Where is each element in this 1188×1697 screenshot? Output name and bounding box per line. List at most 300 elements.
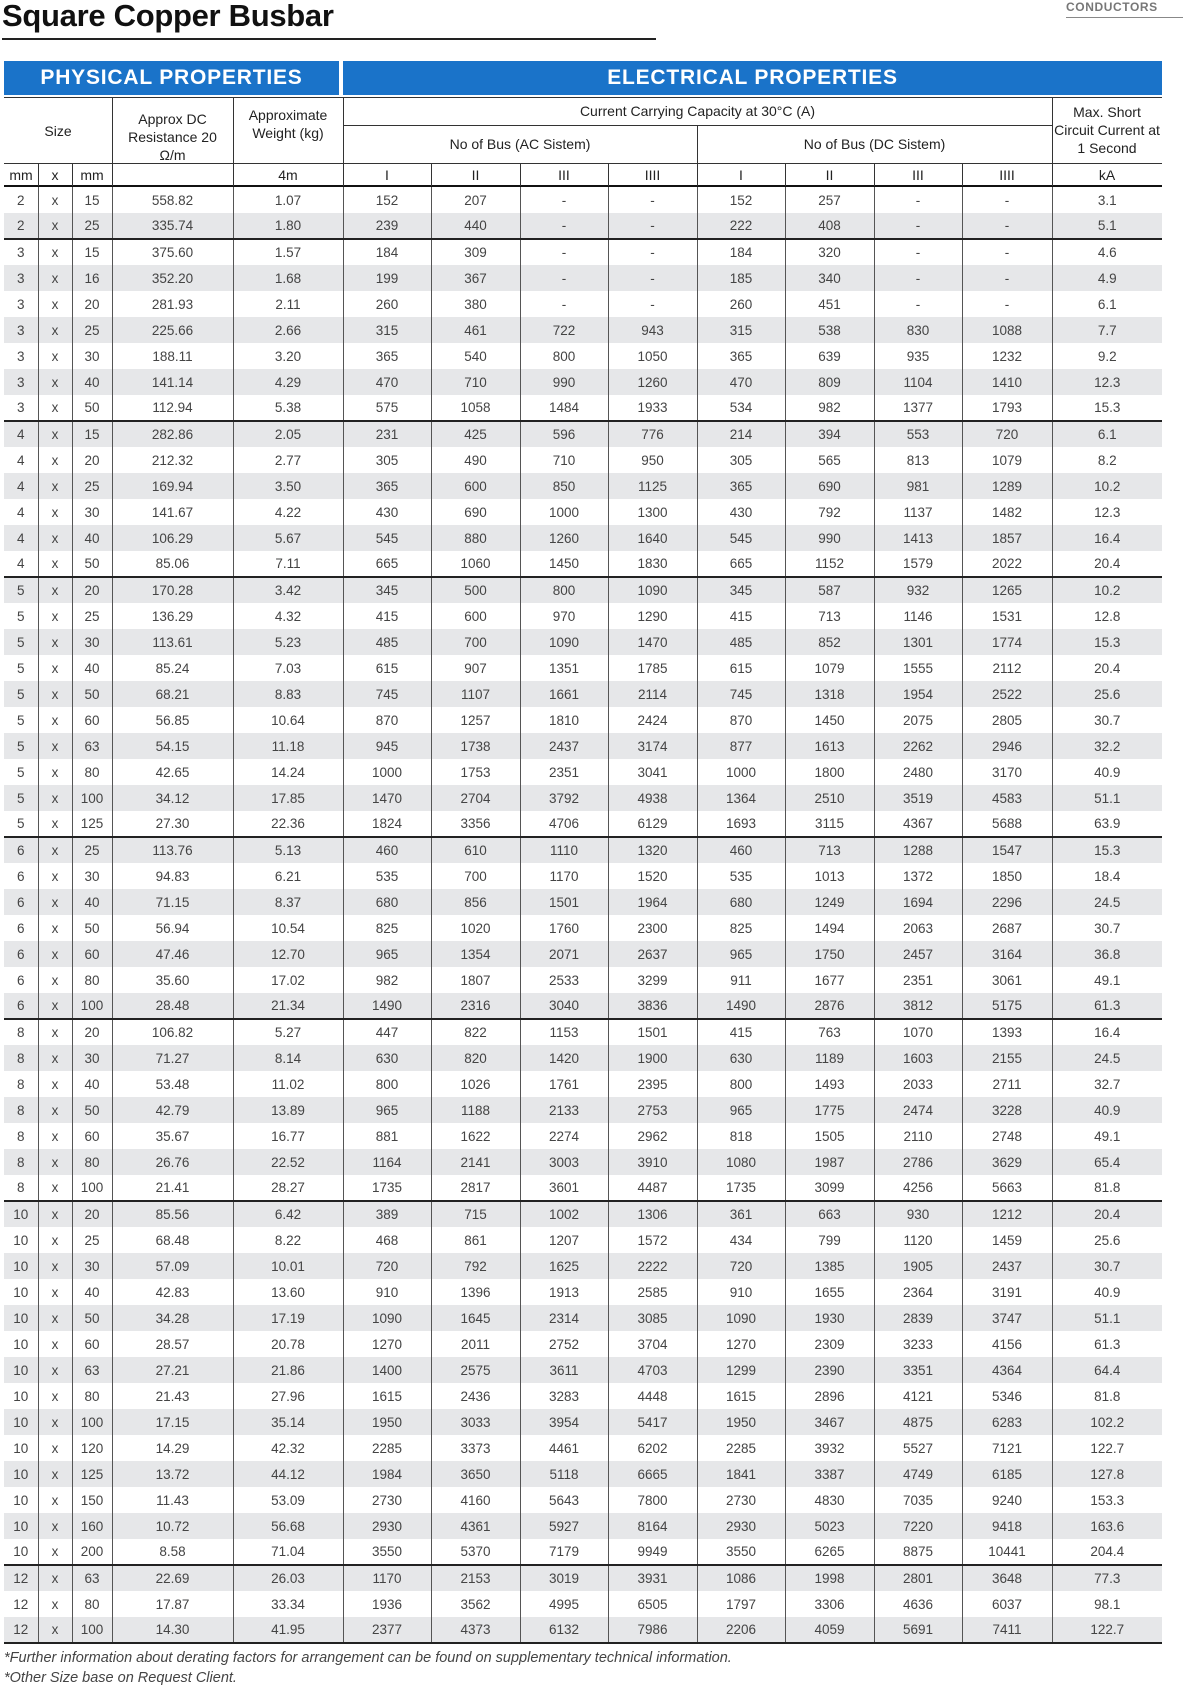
table-cell: 910 [343,1279,431,1305]
table-cell: 2222 [608,1253,697,1279]
table-cell: 34.12 [112,785,233,811]
table-cell: 615 [697,655,785,681]
table-cell: 1410 [962,369,1052,395]
table-cell: 8 [4,1097,38,1123]
table-cell: x [38,291,72,317]
table-cell: 98.1 [1094,1596,1121,1612]
table-cell: 1420 [520,1045,608,1071]
table-cell: x [38,707,72,733]
table-cell: 1125 [608,473,697,499]
table-cell: 4487 [608,1175,697,1201]
table-cell: 680 [697,889,785,915]
table-cell: 710 [520,447,608,473]
table-cell: 20 [72,291,112,317]
table-cell: 63.9 [1052,811,1162,837]
table-cell: 2930 [343,1513,431,1539]
table-cell: 6.1 [1052,421,1162,447]
table-cell: 4 [4,421,38,447]
table-cell: 5417 [608,1409,697,1435]
table-cell: 4361 [431,1513,520,1539]
table-cell: 6 [4,837,38,863]
table-cell: 2801 [874,1565,962,1591]
table-cell: 9949 [608,1539,697,1565]
table-cell: 282.86 [112,421,233,447]
table-cell: x [38,967,72,993]
table-cell: x [38,1097,72,1123]
table-cell: 7.11 [233,551,343,577]
table-cell: 122.7 [1052,1617,1162,1643]
table-cell: 6185 [962,1461,1052,1487]
table-cell: 22.36 [233,811,343,837]
table-cell: 18.4 [1094,868,1121,884]
table-cell: 460 [343,837,431,863]
table-cell: 5118 [520,1461,608,1487]
table-cell: 7035 [874,1487,962,1513]
table-cell: 820 [431,1045,520,1071]
table-cell: 169.94 [112,473,233,499]
table-cell: x [38,1227,72,1253]
table-cell: 1738 [431,733,520,759]
table-cell: 4636 [874,1591,962,1617]
table-cell: 25.6 [1052,681,1162,707]
table-cell: 451 [785,291,874,317]
table-cell: 1289 [962,473,1052,499]
table-cell: 30 [72,499,112,525]
table-cell: 24.5 [1052,889,1162,915]
table-cell: 47.46 [112,941,233,967]
table-cell: 5691 [874,1617,962,1643]
table-cell: 60 [72,707,112,733]
table-cell: 1494 [785,915,874,941]
unit-label: mm [80,167,104,183]
table-cell: 125 [72,811,112,837]
table-cell: 16.4 [1094,1025,1121,1040]
table-cell: 2285 [697,1435,785,1461]
table-cell: - [608,239,697,265]
category-divider [1066,17,1183,18]
table-row [4,1435,1162,1461]
table-cell: 8 [4,1045,38,1071]
table-cell: - [608,265,697,291]
table-cell: 1.57 [233,239,343,265]
table-cell: 713 [785,603,874,629]
table-cell: 1520 [608,863,697,889]
table-cell: 1572 [608,1227,697,1253]
table-cell: 6 [4,915,38,941]
table-cell: 1490 [343,993,431,1019]
table-cell: 535 [343,863,431,889]
table-cell: 1640 [608,525,697,551]
table-cell: 3932 [785,1435,874,1461]
table-cell: - [520,265,608,291]
table-cell: 800 [343,1071,431,1097]
table-cell: 535 [697,863,785,889]
table-cell: 81.8 [1052,1175,1162,1201]
table-cell: 715 [431,1201,520,1227]
table-cell: 5 [4,733,38,759]
table-cell: 930 [874,1201,962,1227]
table-cell: 3 [4,369,38,395]
table-cell: x [38,1539,72,1565]
table-cell: x [38,655,72,681]
table-cell: 17.19 [233,1305,343,1331]
table-cell: 1830 [608,551,697,577]
table-cell: 1987 [785,1149,874,1175]
table-cell: - [962,291,1052,317]
table-cell: 30.7 [1094,920,1121,936]
table-cell: 1104 [874,369,962,395]
table-cell: 1760 [520,915,608,941]
table-cell: 2377 [343,1617,431,1643]
table-cell: 20 [72,577,112,603]
table-cell: 434 [697,1227,785,1253]
table-cell: 1936 [343,1591,431,1617]
table-cell: x [38,499,72,525]
table-cell: x [38,1279,72,1305]
table-cell: x [38,1357,72,1383]
table-cell: 113.61 [112,629,233,655]
table-cell: 1555 [874,655,962,681]
table-cell: 80 [72,1591,112,1617]
table-cell: 558.82 [112,187,233,213]
table-cell: 1484 [520,395,608,421]
table-cell: 100 [72,1617,112,1643]
table-row [4,1357,1162,1383]
table-cell: 22.52 [233,1149,343,1175]
table-cell: 4461 [520,1435,608,1461]
table-cell: 127.8 [1052,1461,1162,1487]
table-cell: 345 [697,577,785,603]
table-cell: 3351 [874,1357,962,1383]
table-cell: 3356 [431,811,520,837]
table-cell: 1661 [520,681,608,707]
table-cell: x [38,213,72,239]
table-cell: 3704 [608,1331,697,1357]
table-cell: 2876 [785,993,874,1019]
unit-label: x [51,167,59,183]
table-cell: 49.1 [1094,972,1121,988]
unit-label: II [825,167,834,183]
table-cell: 63 [72,1357,112,1383]
table-cell: 2351 [520,759,608,785]
table-cell: 281.93 [112,291,233,317]
table-cell: 17.15 [112,1409,233,1435]
table-cell: 881 [343,1123,431,1149]
table-cell: 1090 [520,629,608,655]
table-cell: 5.13 [233,837,343,863]
table-cell: 4 [4,551,38,577]
table-cell: 7179 [520,1539,608,1565]
table-cell: 260 [343,291,431,317]
table-cell: 6 [4,941,38,967]
table-row [4,889,1162,915]
table-cell: 1212 [962,1201,1052,1227]
table-row [4,785,1162,811]
table-cell: 1735 [343,1175,431,1201]
table-cell: 25 [72,1227,112,1253]
table-cell: 4.22 [233,499,343,525]
table-cell: - [520,239,608,265]
table-cell: 440 [431,213,520,239]
table-cell: 4.32 [233,603,343,629]
table-cell: 7.03 [233,655,343,681]
table-cell: 2063 [874,915,962,941]
table-row [4,369,1162,395]
unit-label: mm [9,167,33,183]
table-cell: - [874,265,962,291]
table-cell: 2805 [962,707,1052,733]
table-cell: 375.60 [112,239,233,265]
table-cell: 809 [785,369,874,395]
weight-header: Approximate Weight (kg) [248,106,328,141]
table-cell: 1954 [874,681,962,707]
table-cell: 1232 [962,343,1052,369]
table-cell: 1505 [785,1123,874,1149]
table-cell: 20.4 [1052,1201,1162,1227]
table-cell: 9418 [962,1513,1052,1539]
table-cell: 2296 [962,889,1052,915]
table-cell: 1265 [962,577,1052,603]
table-cell: 12 [4,1565,38,1591]
title-divider [2,38,656,40]
table-cell: 3629 [962,1149,1052,1175]
table-cell: 28.27 [233,1175,343,1201]
table-cell: 2752 [520,1331,608,1357]
table-cell: 10 [4,1435,38,1461]
table-cell: 1164 [343,1149,431,1175]
table-cell: x [38,1565,72,1591]
table-row [4,811,1162,837]
table-cell: 40 [72,1071,112,1097]
table-cell: 152 [697,187,785,213]
table-row [4,1123,1162,1149]
table-cell: 800 [697,1071,785,1097]
table-cell: 4 [4,525,38,551]
table-cell: 2274 [520,1123,608,1149]
table-cell: 1613 [785,733,874,759]
table-cell: x [38,395,72,421]
table-cell: 792 [431,1253,520,1279]
table-cell: 870 [697,707,785,733]
header-divider [608,164,609,186]
physical-properties-header: PHYSICAL PROPERTIES [4,61,339,95]
table-cell: 4 [4,447,38,473]
unit-label: III [558,167,570,183]
table-row [4,993,1162,1019]
table-cell: 204.4 [1052,1539,1162,1565]
table-cell: 3174 [608,733,697,759]
table-cell: 3299 [608,967,697,993]
table-cell: 8 [4,1175,38,1201]
table-cell: - [520,187,608,213]
table-cell: 690 [785,473,874,499]
table-cell: 5175 [962,993,1052,1019]
table-cell: 415 [697,603,785,629]
table-row [4,1201,1162,1227]
table-cell: 10.64 [233,707,343,733]
table-cell: 8 [4,1149,38,1175]
table-cell: 100 [72,785,112,811]
table-cell: 1107 [431,681,520,707]
table-cell: 5 [4,577,38,603]
table-cell: 10 [4,1383,38,1409]
table-cell: 71.04 [233,1539,343,1565]
table-cell: - [608,213,697,239]
table-cell: 1002 [520,1201,608,1227]
table-cell: 10 [4,1305,38,1331]
table-cell: x [38,603,72,629]
table-cell: 340 [785,265,874,291]
table-cell: 2.11 [233,291,343,317]
table-cell: 850 [520,473,608,499]
table-cell: 1000 [343,759,431,785]
table-cell: 15.3 [1052,629,1162,655]
table-cell: 80 [72,759,112,785]
table-cell: 2155 [962,1045,1052,1071]
table-cell: 910 [697,1279,785,1305]
table-cell: 5 [4,655,38,681]
table-cell: 1058 [431,395,520,421]
table-cell: 50 [72,915,112,941]
unit-label: II [471,167,480,183]
table-cell: 1753 [431,759,520,785]
table-cell: 10 [4,1539,38,1565]
unit-label: I [385,167,389,183]
table-cell: 4367 [874,811,962,837]
table-cell: 880 [431,525,520,551]
table-cell: 2395 [608,1071,697,1097]
table-cell: 160 [72,1513,112,1539]
table-cell: 3954 [520,1409,608,1435]
table-cell: - [874,239,962,265]
table-cell: 184 [697,239,785,265]
table-cell: x [38,1071,72,1097]
table-cell: 690 [431,499,520,525]
table-cell: 8 [4,1019,38,1045]
table-cell: 1189 [785,1045,874,1071]
table-cell: 610 [431,837,520,863]
table-cell: 596 [520,421,608,447]
table-cell: 122.7 [1090,1440,1125,1456]
table-cell: 447 [343,1019,431,1045]
table-cell: 20 [72,1201,112,1227]
table-cell: 3099 [785,1175,874,1201]
table-cell: 1060 [431,551,520,577]
table-row [4,187,1162,213]
table-cell: 7.7 [1052,317,1162,343]
table-cell: 14.24 [233,759,343,785]
table-cell: 545 [697,525,785,551]
table-cell: 1188 [431,1097,520,1123]
table-cell: x [38,1149,72,1175]
table-cell: 56.85 [112,707,233,733]
table-cell: 1850 [962,863,1052,889]
table-cell: 1913 [520,1279,608,1305]
table-cell: 856 [431,889,520,915]
table-cell: x [38,837,72,863]
table-cell: 12.3 [1094,504,1121,520]
table-cell: 12.8 [1094,608,1121,624]
table-cell: 745 [697,681,785,707]
table-cell: 852 [785,629,874,655]
table-cell: 981 [874,473,962,499]
table-cell: 2316 [431,993,520,1019]
table-cell: 77.3 [1052,1565,1162,1591]
table-cell: x [38,915,72,941]
table-cell: 163.6 [1052,1513,1162,1539]
table-cell: 3033 [431,1409,520,1435]
table-row [4,1149,1162,1175]
table-cell: 2390 [785,1357,874,1383]
table-cell: 25 [72,473,112,499]
table-cell: 5023 [785,1513,874,1539]
table-cell: 3164 [962,941,1052,967]
table-cell: 10.01 [233,1253,343,1279]
header-divider [38,164,39,186]
table-cell: 6 [4,967,38,993]
table-cell: - [608,291,697,317]
table-cell: 861 [431,1227,520,1253]
table-cell: 10 [4,1461,38,1487]
table-cell: 10 [4,1279,38,1305]
table-cell: 63 [72,733,112,759]
table-row [4,1305,1162,1331]
table-cell: 85.24 [112,655,233,681]
table-cell: 1320 [608,837,697,863]
table-cell: 4875 [874,1409,962,1435]
table-cell: 112.94 [112,395,233,421]
table-cell: 3648 [962,1565,1052,1591]
table-cell: 1300 [608,499,697,525]
table-cell: 15.3 [1052,837,1162,863]
table-cell: 309 [431,239,520,265]
table-cell: 430 [343,499,431,525]
table-cell: 3115 [785,811,874,837]
table-cell: 5.1 [1052,213,1162,239]
table-cell: 64.4 [1052,1357,1162,1383]
electrical-properties-header: ELECTRICAL PROPERTIES [343,61,1162,95]
table-cell: 2896 [785,1383,874,1409]
table-cell: 3910 [608,1149,697,1175]
table-cell: 56.94 [112,915,233,941]
table-cell: 6.21 [233,863,343,889]
table-cell: 50 [72,395,112,421]
table-cell: 950 [608,447,697,473]
table-cell: 965 [343,941,431,967]
table-cell: 1615 [343,1383,431,1409]
table-cell: 3191 [962,1279,1052,1305]
table-cell: 27.96 [233,1383,343,1409]
table-row [4,967,1162,993]
table-cell: 2110 [874,1123,962,1149]
table-cell: 231 [343,421,431,447]
table-cell: 10 [4,1409,38,1435]
table-cell: 27.30 [112,811,233,837]
table-row [4,291,1162,317]
header-divider [72,164,73,186]
table-cell: 30 [72,1045,112,1071]
table-cell: 4 [4,473,38,499]
table-cell: 5.23 [233,629,343,655]
table-cell: 1.80 [233,213,343,239]
table-cell: 10.2 [1052,577,1162,603]
table-cell: 199 [343,265,431,291]
table-row [4,239,1162,265]
table-cell: 10.2 [1052,473,1162,499]
table-cell: 40 [72,525,112,551]
table-row [4,213,1162,239]
table-cell: 2730 [343,1487,431,1513]
